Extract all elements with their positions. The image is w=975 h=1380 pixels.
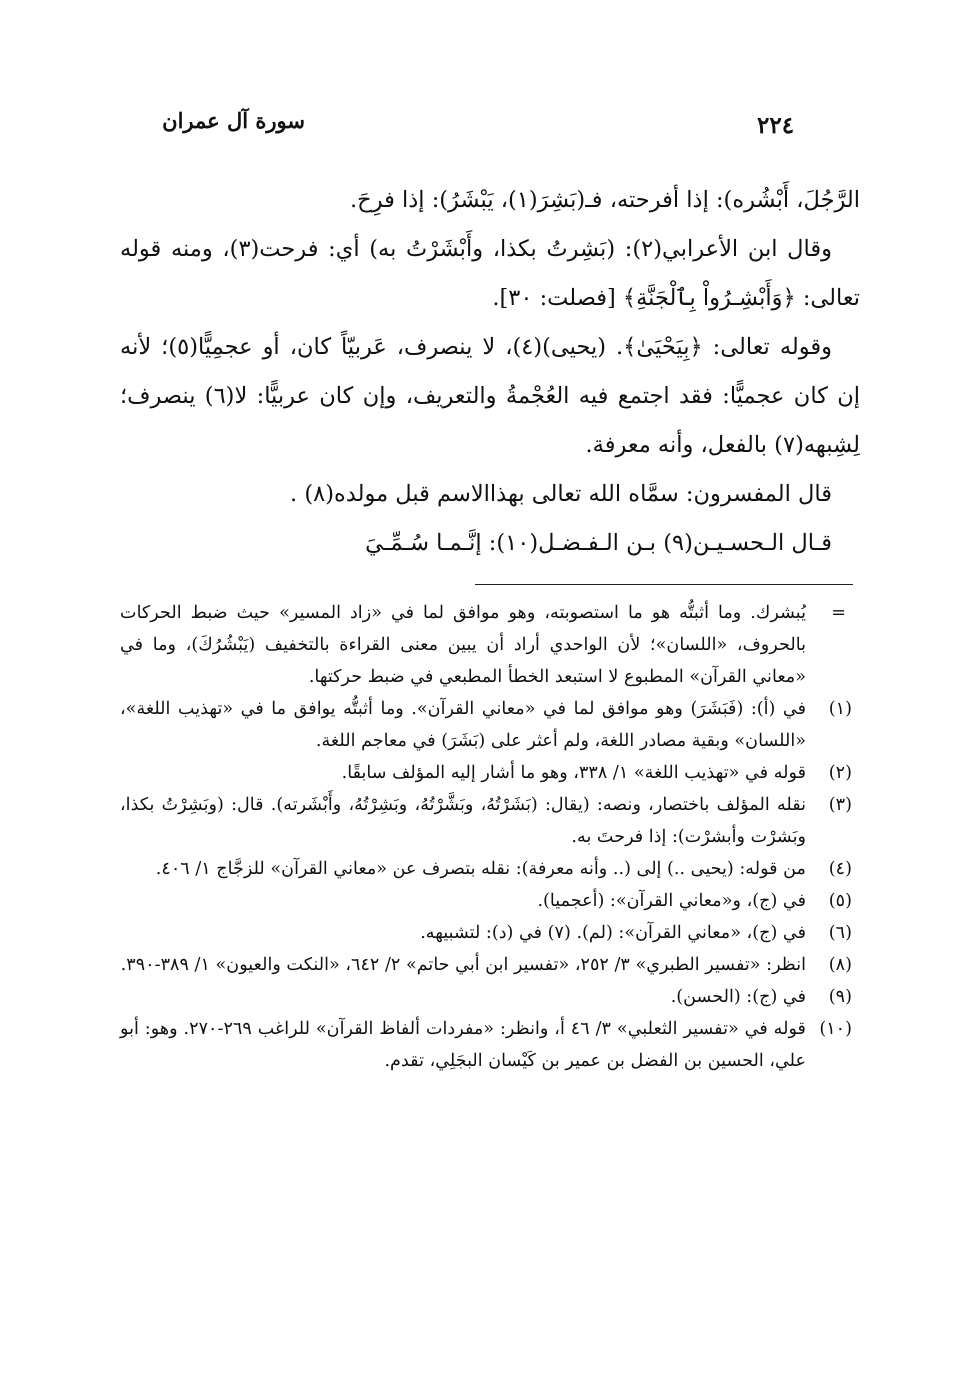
footnote-number: (١) [828,699,852,719]
main-text [120,176,860,568]
text-paragraph: وقال ابن الأعرابي(٢): (بَشِرتُ بكذا، وأَبْشَرْتُ به) أي: فرحت(٣)، ومنه قوله تعالى: ﴿وَأَبْشِـرُواْ بِٱلْجَنَّةِ﴾ [فصلت: ٣٠]. [120,236,860,311]
footnote-text: يُبشرك. وما أثبتُّه هو ما استصوبته، وهو موافق لما في «زاد المسير» حيث ضبط الحركات بالحروف، «اللسان»؛ لأن الواحدي أراد أن يبين معنى القراءة بالتخفيف (يَبْشُرُكَ)، وما في «معاني القرآن» المطبوع لا استبعد الخطأ المطبعي في ضبط حركتها. [120,603,806,687]
footnote-text: انظر: «تفسير الطبري» ٣/ ٢٥٢، «تفسير ابن أبي حاتم» ٢/ ٦٤٢، «النكت والعيون» ١/ ٣٨٩-٣٩٠. [120,955,806,975]
footnote-number: (٩) [828,987,852,1007]
text-paragraph: وقوله تعالى: ﴿بِيَحْيَىٰ﴾. (يحيى)(٤)، لا ينصرف، عَربيّاً كان، أو عجمِيًّا(٥)؛ لأنه إن كان عجميًّا: فقد اجتمع فيه العُجْمةُ والتعريف، وإن كان عربيًّا: لا(٦) ينصرف؛ لِشِبهه(٧) بالفعل، وأنه معرفة. [120,334,860,458]
footnotes [120,597,852,1077]
footnote-number: (٨) [828,955,852,975]
footnote-number: (٦) [828,923,852,943]
footnote [120,757,852,789]
footnote-text: في (ج)، و«معاني القرآن»: (أعجميا). [537,891,806,911]
footnote-separator [475,584,853,585]
footnote-number: = [831,603,846,623]
footnote-text: قوله في «تفسير الثعلبي» ٣/ ٤٦ أ، وانظر: «مفردات ألفاظ القرآن» للراغب ٢٦٩-٢٧٠. وهو: أبو علي، الحسين بن الفضل بن عمير بن كَيْسان البجَلِي، تقدم. [120,1019,806,1071]
footnote-number: (٣) [828,795,852,815]
footnote-number: (١٠) [819,1019,852,1039]
text-paragraph: قال المفسرون: سمَّاه الله تعالى بهذاالاسم قبل مولده(٨) . [290,481,832,507]
footnote-text: في (ج)، «معاني القرآن»: (لم). (٧) في (د): لتشبيهه. [420,923,806,943]
footnote [120,597,852,693]
page-number: ٢٢٤ [757,112,795,139]
footnote-text: في (ج): (الحسن). [670,987,806,1007]
footnote [120,885,852,917]
footnote [120,853,852,885]
footnote [120,949,852,981]
footnote [120,1013,852,1077]
footnote-number: (٢) [828,763,852,783]
footnote-text: قوله في «تهذيب اللغة» ١/ ٣٣٨، وهو ما أشار إليه المؤلف سابقًا. [341,763,806,783]
footnote [120,981,852,1013]
footnote-text: من قوله: (يحيى ..) إلى (.. وأنه معرفة): نقله بتصرف عن «معاني القرآن» للزجَّاج ١/ ٤٠٦. [155,859,806,879]
footnote-text: نقله المؤلف باختصار، ونصه: (يقال: (بَشَرْتُهُ، وبَشَّرْتُهُ، وبَشِرْتُهُ، وأَبْشَرته). قال: (وبَشِرْتُ بكذا، وبَشرْت وأبشرْت): إذا فرحتَ به. [120,795,806,847]
footnote-text: في (أ): (فَبَشَرَ) وهو موافق لما في «معاني القرآن». وما أثبتُّه يوافق ما في «تهذيب اللغة»، «اللسان» وبقية مصادر اللغة، ولم أعثر على (بَشَرَ) في معاجم اللغة. [120,699,806,751]
text-line: الرَّجُلَ، أَبْشُره): إذا أفرحته، فـ(بَشِرَ(١)، يَبْشَرُ): إذا فرِحَ. [350,187,860,213]
footnote [120,917,852,949]
footnote [120,693,852,757]
footnote [120,789,852,853]
surah-title: سورة آل عمران [162,108,305,133]
footnote-number: (٤) [828,859,852,879]
text-paragraph: قـال الـحسـيـن(٩) بـن الـفـضـل(١٠): إنَّـمـا سُـمِّـيَ [365,530,832,556]
footnote-number: (٥) [828,891,852,911]
